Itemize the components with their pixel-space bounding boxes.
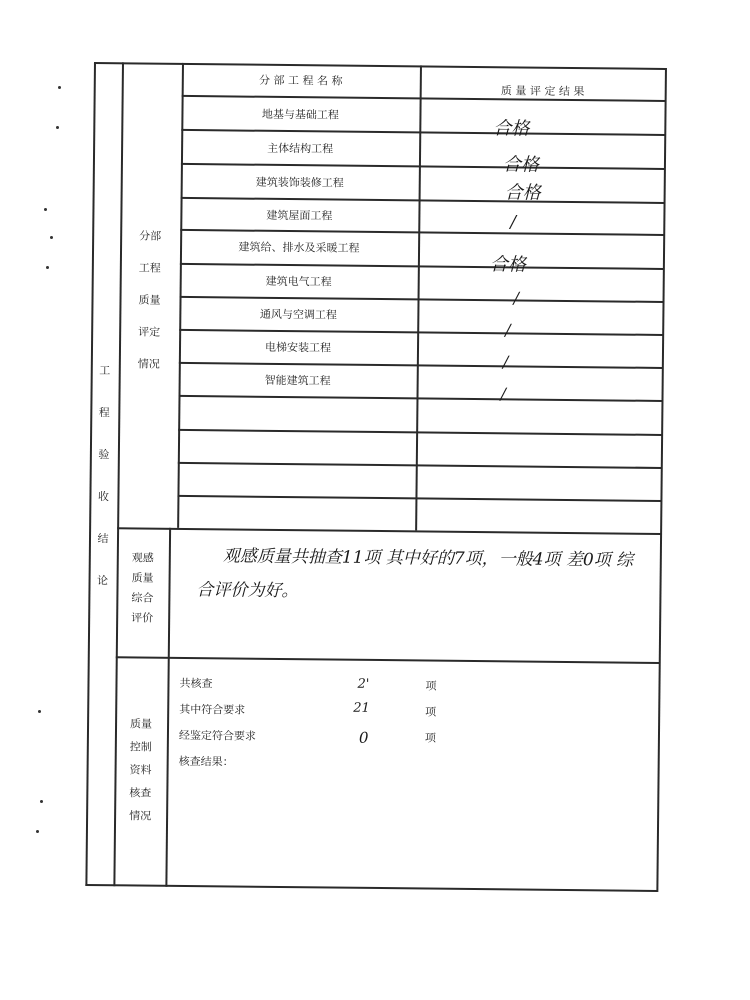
row-result: / [500, 384, 507, 404]
row-name: 智能建筑工程 [264, 373, 331, 388]
row-result: 合格 [502, 154, 540, 176]
row-line [179, 395, 663, 402]
border-bottom [85, 884, 657, 891]
row-name: 建筑给、排水及采暖工程 [238, 240, 360, 255]
row-name: 建筑电气工程 [265, 274, 332, 289]
total-label: 共核查 [179, 676, 213, 691]
row-line [179, 362, 663, 369]
acceptance-form [85, 62, 670, 892]
main-label: 工 程 验 收 结 论 [97, 364, 111, 588]
fixed-unit: 项 [424, 731, 437, 745]
row-line [178, 429, 662, 436]
scan-speck [58, 86, 61, 89]
total-value: 2' [357, 676, 370, 692]
row-name: 电梯安装工程 [264, 340, 332, 355]
result-label: 核查结果： [178, 754, 234, 769]
fixed-label: 经鉴定符合要求 [178, 728, 257, 743]
row-line [181, 129, 665, 136]
row-line [180, 229, 664, 236]
row-name: 建筑屋面工程 [266, 208, 333, 223]
pass-value: 21 [353, 700, 370, 716]
scan-speck [50, 236, 53, 239]
row-name: 通风与空调工程 [259, 307, 337, 322]
row-result: 合格 [489, 254, 527, 276]
section-line-control [116, 656, 660, 663]
row-line [181, 163, 665, 170]
appearance-label: 观感 质量 综合 评价 [131, 551, 154, 625]
border-top [94, 62, 666, 69]
row-line [181, 197, 665, 204]
row-line [179, 329, 663, 336]
scan-speck [46, 266, 49, 269]
border-right [656, 68, 666, 892]
header-result: 质 量 评 定 结 果 [500, 84, 585, 99]
pass-unit: 项 [425, 705, 437, 719]
row-result: / [502, 352, 509, 372]
appearance-text-line2: 合评价为好。 [196, 580, 299, 602]
row-name: 主体结构工程 [267, 141, 334, 156]
fixed-value: 0 [358, 728, 369, 747]
scan-speck [56, 126, 59, 129]
row-result: / [505, 320, 511, 340]
section-line-appearance [117, 527, 661, 534]
header-name: 分 部 工 程 名 称 [259, 73, 343, 88]
row-line [180, 263, 664, 270]
scan-speck [44, 208, 47, 211]
pass-label: 其中符合要求 [179, 702, 246, 717]
row-name: 建筑装饰装修工程 [255, 175, 344, 190]
row-line [180, 296, 664, 303]
row-result: / [510, 212, 517, 233]
scan-speck [38, 710, 41, 713]
row-result: 合格 [504, 182, 541, 204]
scan-speck [36, 830, 39, 833]
row-result: 合格 [493, 118, 530, 140]
sub-label: 分部 工程 质量 评定 情况 [137, 229, 162, 371]
row-line [178, 462, 662, 469]
row-name: 地基与基础工程 [261, 107, 340, 122]
row-result: / [513, 288, 520, 308]
total-unit: 项 [425, 679, 437, 693]
row-line [177, 495, 661, 502]
control-label: 质量 控制 资料 核查 情况 [129, 717, 153, 823]
scan-speck [40, 800, 43, 803]
appearance-text-line1: 观感质量共抽查11项 其中好的7项，一般4项 差0项 综 [222, 546, 634, 571]
